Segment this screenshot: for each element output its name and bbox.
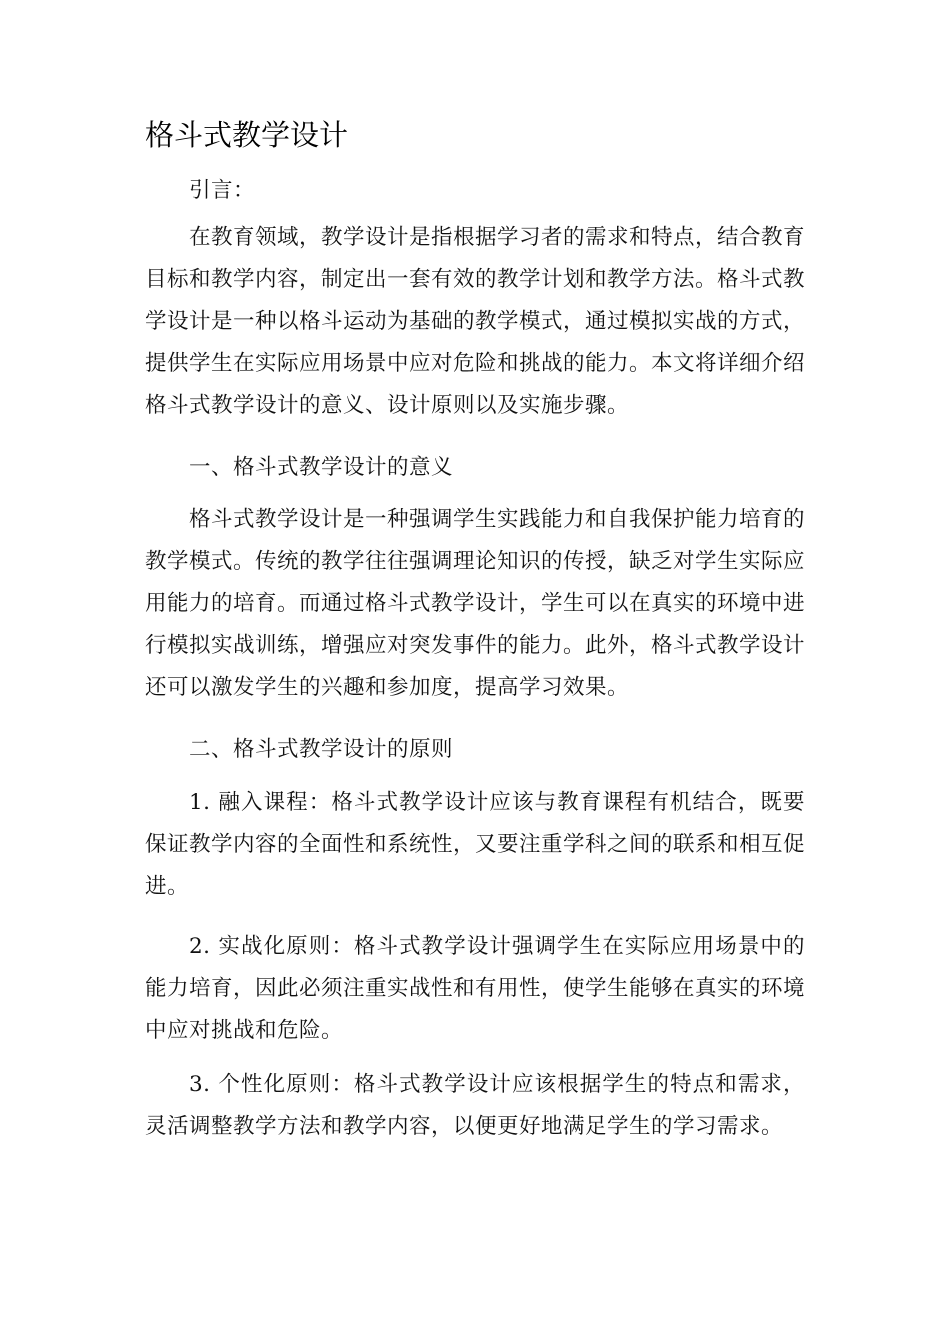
paragraph-significance: 格斗式教学设计是一种强调学生实践能力和自我保护能力培育的教学模式。传统的教学往往强调理论知识的传授，缺乏对学生实际应用能力的培育。而通过格斗式教学设计，学生可以在真实的环境中进行模拟实战训练，增强应对突发事件的能力。此外，格斗式教学设计还可以激发学生的兴趣和参加度，提高学习效果。 [145, 507, 806, 700]
document-title: 格斗式教学设计 [145, 118, 349, 152]
paragraph-intro: 在教育领域，教学设计是指根据学习者的需求和特点，结合教育目标和教学内容，制定出一套有效的教学计划和教学方法。格斗式教学设计是一种以格斗运动为基础的教学模式，通过模拟实战的方式，提供学生在实际应用场景中应对危险和挑战的能力。本文将详细介绍格斗式教学设计的意义、设计原则以及实施步骤。 [145, 225, 806, 418]
section-heading-principles: 二、格斗式教学设计的原则 [189, 737, 454, 762]
principle-item-2: 2. 实战化原则：格斗式教学设计强调学生在实际应用场景中的能力培育，因此必须注重实战性和有用性，使学生能够在真实的环境中应对挑战和危险。 [145, 934, 806, 1043]
principle-item-3: 3. 个性化原则：格斗式教学设计应该根据学生的特点和需求，灵活调整教学方法和教学内容，以便更好地满足学生的学习需求。 [145, 1072, 805, 1139]
principle-item-1: 1. 融入课程：格斗式教学设计应该与教育课程有机结合，既要保证教学内容的全面性和系统性，又要注重学科之间的联系和相互促进。 [145, 790, 806, 899]
paragraph-intro-heading: 引言： [189, 178, 256, 203]
section-heading-significance: 一、格斗式教学设计的意义 [189, 455, 454, 480]
